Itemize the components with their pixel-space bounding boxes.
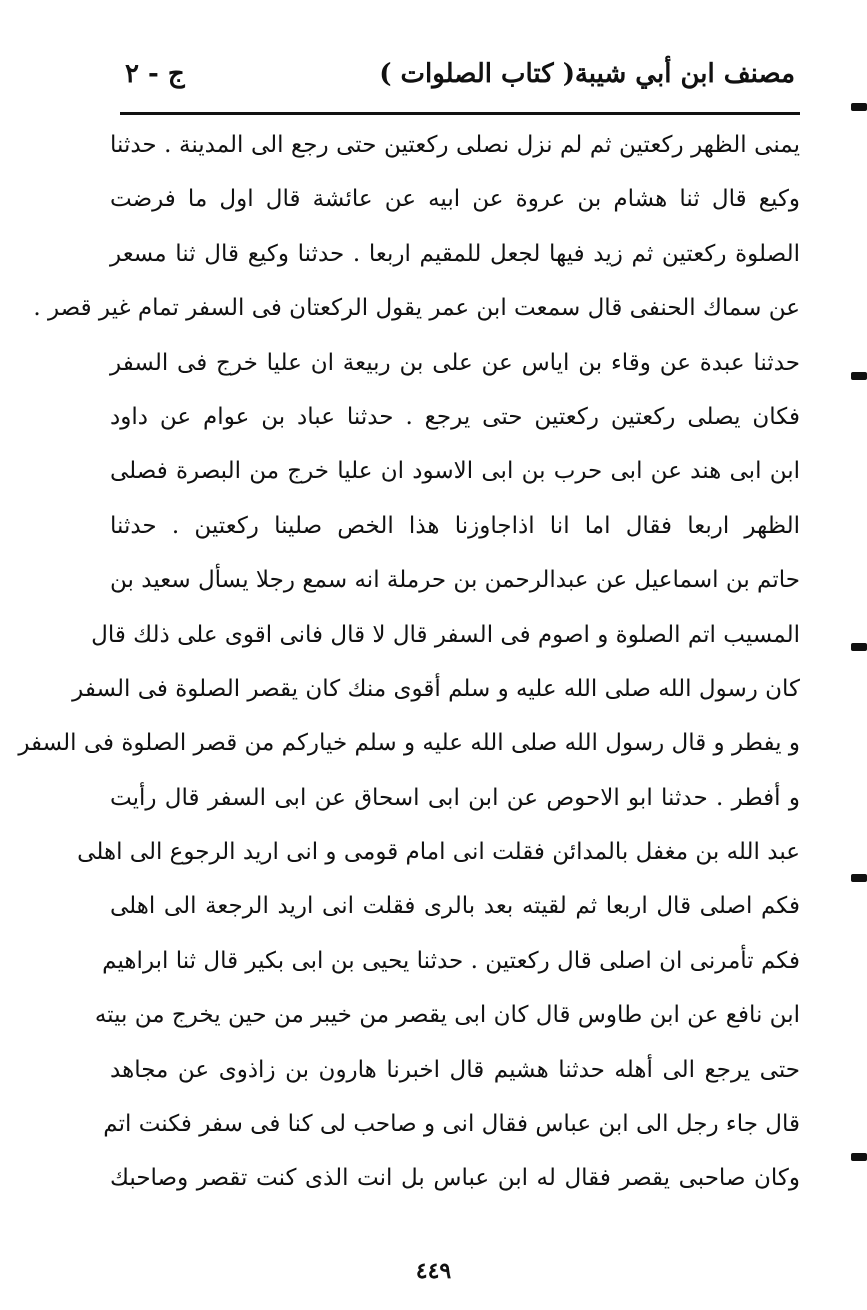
- margin-mark: [851, 372, 867, 380]
- text-line: يمنى الظهر ركعتين ثم لم نزل نصلى ركعتين حتى رجع الى المدينة . حدثنا: [110, 132, 800, 158]
- text-line: الظهر اربعا فقال اما انا اذاجاوزنا هذا الخص صلينا ركعتين . حدثنا: [110, 512, 800, 539]
- margin-mark: [851, 1153, 867, 1161]
- margin-mark: [851, 874, 867, 882]
- running-header: [125, 55, 795, 105]
- book-title: مصنف ابن أبي شيبة: [574, 59, 795, 89]
- text-line: وكان صاحبى يقصر فقال له ابن عباس بل انت الذى كنت تقصر وصاحبك: [110, 1165, 800, 1192]
- text-line: فكم تأمرنى ان اصلى قال ركعتين . حدثنا يحيى بن ابى بكير قال ثنا ابراهيم: [102, 947, 800, 974]
- text-line: و أفطر . حدثنا ابو الاحوص عن ابن ابى اسحاق عن ابى السفر قال رأيت: [110, 784, 800, 811]
- text-line: وكيع قال ثنا هشام بن عروة عن ابيه عن عائشة قال اول ما فرضت: [110, 186, 800, 213]
- margin-mark: [851, 643, 867, 651]
- text-line: حاتم بن اسماعيل عن عبدالرحمن بن حرملة انه سمع رجلا يسأل سعيد بن: [110, 567, 800, 594]
- page-number: ٤٤٩: [415, 1258, 452, 1284]
- text-line: عبد الله بن مغفل بالمدائن فقلت انى امام قومى و انى اريد الرجوع الى اهلى: [77, 839, 800, 866]
- text-line: عن سماك الحنفى قال سمعت ابن عمر يقول الركعتان فى السفر تمام غير قصر .: [33, 295, 800, 322]
- header-rule: [120, 112, 800, 115]
- text-line: المسيب اتم الصلوة و اصوم فى السفر قال لا قال فانى اقوى على ذلك قال: [91, 621, 800, 648]
- text-line: و يفطر و قال رسول الله صلى الله عليه و سلم خياركم من قصر الصلوة فى السفر: [18, 730, 800, 757]
- text-line: حتى يرجع الى أهله حدثنا هشيم قال اخبرنا هارون بن زاذوى عن مجاهد: [110, 1056, 800, 1083]
- text-line: قال جاء رجل الى ابن عباس فقال انى و صاحب لى كنا فى سفر فكنت اتم: [103, 1111, 800, 1138]
- text-line: الصلوة ركعتين ثم زيد فيها لجعل للمقيم اربعا . حدثنا وكيع قال ثنا مسعر: [110, 240, 800, 267]
- volume-number: ج - ٢: [125, 59, 185, 89]
- text-line: ابن ابى هند عن ابى حرب بن ابى الاسود ان عليا خرج من البصرة فصلى: [110, 458, 800, 485]
- section-title: ( كتاب الصلوات ): [379, 59, 575, 89]
- text-line: كان رسول الله صلى الله عليه و سلم أقوى منك كان يقصر الصلوة فى السفر: [72, 675, 800, 702]
- margin-mark: [851, 103, 867, 111]
- text-line: ابن نافع عن ابن طاوس قال كان ابى يقصر من خيبر من حين يخرج من بيته: [94, 1002, 800, 1029]
- body-text: [18, 118, 800, 1206]
- text-line: حدثنا عبدة عن وقاء بن اياس عن على بن ربيعة ان عليا خرج فى السفر: [110, 349, 800, 376]
- text-line: فكان يصلى ركعتين ركعتين حتى يرجع . حدثنا عباد بن عوام عن داود: [110, 403, 800, 430]
- text-line: فكم اصلى قال اربعا ثم لقيته بعد بالرى فقلت انى اريد الرجعة الى اهلى: [110, 893, 800, 920]
